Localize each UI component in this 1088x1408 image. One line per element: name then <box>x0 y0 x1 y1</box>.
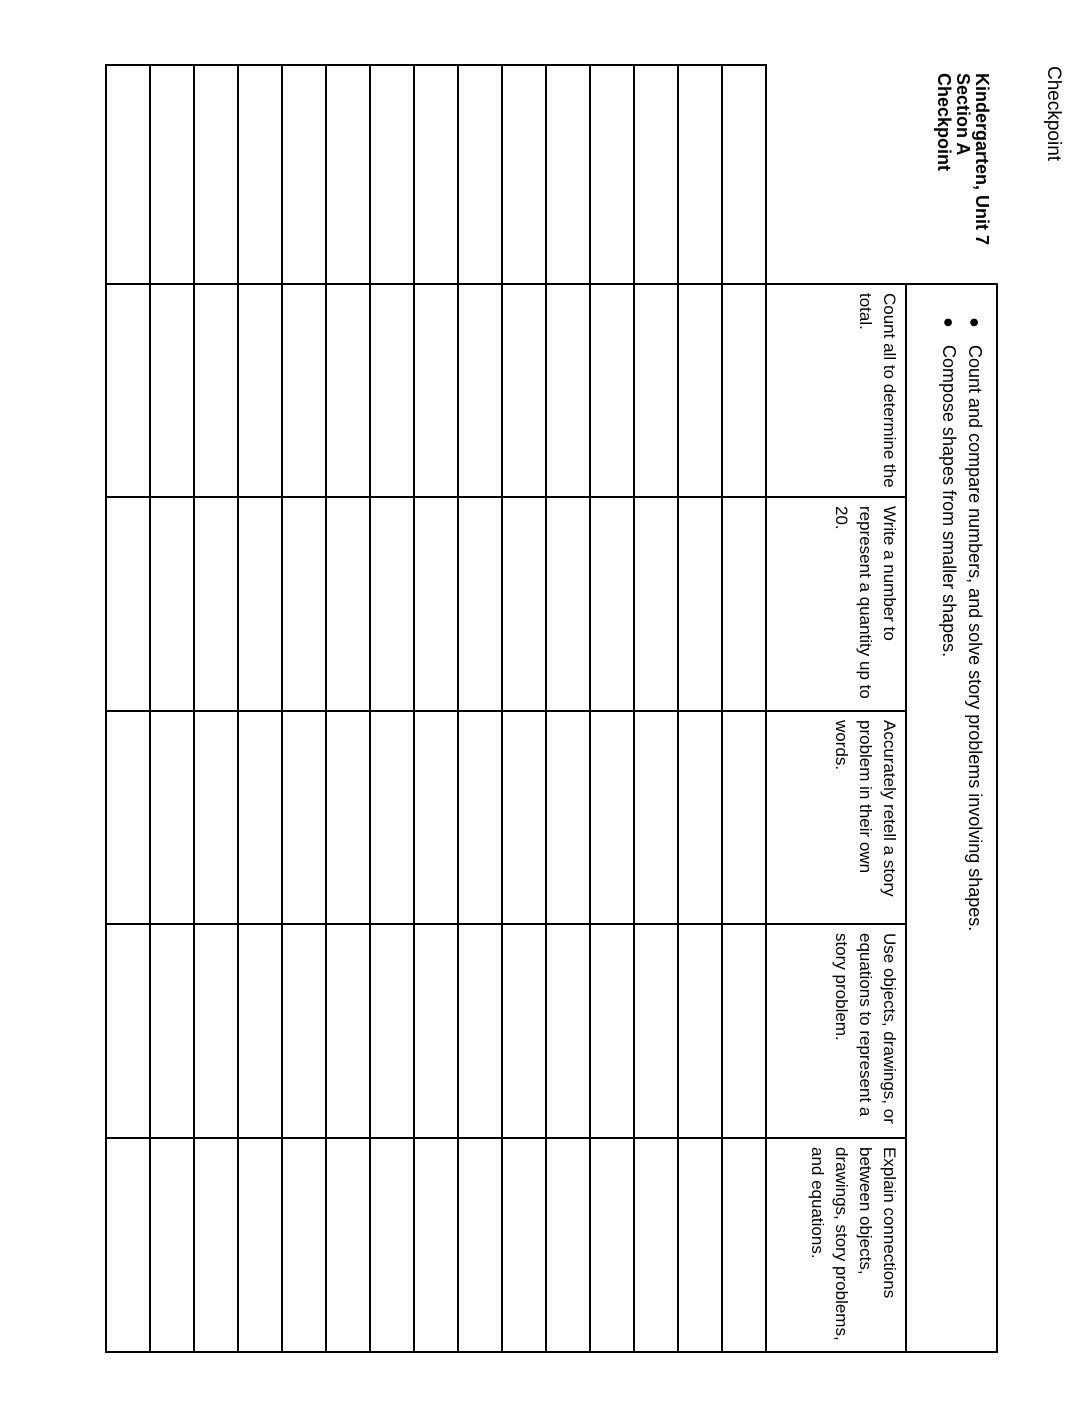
student-row <box>106 65 150 1352</box>
student-name-cell[interactable] <box>722 65 766 284</box>
observation-cell[interactable] <box>502 1138 546 1352</box>
observation-cell[interactable] <box>678 711 722 924</box>
observation-cell[interactable] <box>678 924 722 1138</box>
bullet-icon: ● <box>939 317 959 328</box>
observation-cell[interactable] <box>502 284 546 497</box>
student-row <box>590 65 634 1352</box>
observation-cell[interactable] <box>722 284 766 497</box>
goals-row <box>906 65 997 1352</box>
student-row <box>326 65 370 1352</box>
observation-cell[interactable] <box>722 924 766 1138</box>
goals-list <box>936 295 988 1341</box>
observation-cell[interactable] <box>634 711 678 924</box>
observation-cell[interactable] <box>414 711 458 924</box>
criterion-cell <box>766 284 906 497</box>
observation-cell[interactable] <box>414 284 458 497</box>
observation-cell[interactable] <box>370 711 414 924</box>
student-name-cell[interactable] <box>282 65 326 284</box>
observation-cell[interactable] <box>106 497 150 711</box>
criterion-text: Accurately retell a story problem in their own words. <box>832 720 899 897</box>
student-row <box>678 65 722 1352</box>
student-row <box>414 65 458 1352</box>
observation-cell[interactable] <box>282 284 326 497</box>
criterion-text: Explain connections between objects, drawings, story problems, and equations. <box>808 1147 899 1341</box>
observation-cell[interactable] <box>150 924 194 1138</box>
observation-cell[interactable] <box>326 1138 370 1352</box>
observation-cell[interactable] <box>194 924 238 1138</box>
student-row <box>238 65 282 1352</box>
observation-cell[interactable] <box>502 924 546 1138</box>
student-row <box>282 65 326 1352</box>
student-name-cell[interactable] <box>150 65 194 284</box>
observation-cell[interactable] <box>282 497 326 711</box>
student-name-cell[interactable] <box>194 65 238 284</box>
goal-item <box>936 317 962 1341</box>
observation-cell[interactable] <box>458 711 502 924</box>
observation-cell[interactable] <box>150 497 194 711</box>
observation-cell[interactable] <box>678 284 722 497</box>
observation-cell[interactable] <box>326 284 370 497</box>
observation-cell[interactable] <box>458 924 502 1138</box>
observation-cell[interactable] <box>326 711 370 924</box>
observation-cell[interactable] <box>282 1138 326 1352</box>
observation-cell[interactable] <box>282 711 326 924</box>
observation-cell[interactable] <box>546 1138 590 1352</box>
student-name-cell[interactable] <box>326 65 370 284</box>
observation-cell[interactable] <box>546 284 590 497</box>
observation-cell[interactable] <box>678 1138 722 1352</box>
student-name-cell[interactable] <box>106 65 150 284</box>
observation-cell[interactable] <box>722 711 766 924</box>
unit-title-line-2: Section A <box>953 73 973 156</box>
student-name-cell[interactable] <box>590 65 634 284</box>
student-name-cell[interactable] <box>458 65 502 284</box>
observation-cell[interactable] <box>194 711 238 924</box>
observation-cell[interactable] <box>414 1138 458 1352</box>
observation-cell[interactable] <box>722 497 766 711</box>
observation-cell[interactable] <box>326 497 370 711</box>
student-name-cell[interactable] <box>502 65 546 284</box>
learning-goals <box>906 284 997 1352</box>
observation-cell[interactable] <box>106 711 150 924</box>
observation-cell[interactable] <box>194 284 238 497</box>
criterion-cell <box>766 497 906 711</box>
observation-cell[interactable] <box>546 711 590 924</box>
observation-cell[interactable] <box>238 924 282 1138</box>
goal-text: Compose shapes from smaller shapes. <box>939 345 959 658</box>
unit-title-line-3: Checkpoint <box>934 73 954 172</box>
student-name-cell[interactable] <box>546 65 590 284</box>
observation-cell[interactable] <box>546 497 590 711</box>
criterion-cell <box>766 1138 906 1352</box>
observation-cell[interactable] <box>634 497 678 711</box>
goal-text: Count and compare numbers, and solve story problems involving shapes. <box>965 345 985 932</box>
bullet-icon: ● <box>965 317 985 328</box>
observation-cell[interactable] <box>634 284 678 497</box>
student-row <box>722 65 766 1352</box>
criterion-cell <box>766 711 906 924</box>
observation-cell[interactable] <box>238 284 282 497</box>
observation-cell[interactable] <box>546 924 590 1138</box>
observation-cell[interactable] <box>194 1138 238 1352</box>
student-row <box>150 65 194 1352</box>
student-name-cell[interactable] <box>414 65 458 284</box>
student-name-cell[interactable] <box>238 65 282 284</box>
observation-cell[interactable] <box>502 711 546 924</box>
observation-cell[interactable] <box>414 924 458 1138</box>
page-label: Checkpoint <box>1043 66 1064 162</box>
observation-cell[interactable] <box>634 1138 678 1352</box>
observation-cell[interactable] <box>590 497 634 711</box>
observation-cell[interactable] <box>678 497 722 711</box>
observation-cell[interactable] <box>238 711 282 924</box>
observation-cell[interactable] <box>106 924 150 1138</box>
observation-cell[interactable] <box>458 284 502 497</box>
observation-cell[interactable] <box>502 497 546 711</box>
observation-cell[interactable] <box>150 1138 194 1352</box>
criterion-cell <box>766 924 906 1138</box>
checkpoint-table <box>105 64 998 1353</box>
observation-cell[interactable] <box>326 924 370 1138</box>
student-row <box>194 65 238 1352</box>
observation-cell[interactable] <box>194 497 238 711</box>
observation-cell[interactable] <box>238 497 282 711</box>
unit-title <box>766 65 997 284</box>
criterion-text: Write a number to represent a quantity up to 20. <box>832 506 899 699</box>
student-row <box>502 65 546 1352</box>
observation-cell[interactable] <box>150 711 194 924</box>
student-row <box>458 65 502 1352</box>
student-name-cell[interactable] <box>634 65 678 284</box>
unit-title-line-1: Kindergarten, Unit 7 <box>972 73 992 246</box>
observation-cell[interactable] <box>590 284 634 497</box>
observation-cell[interactable] <box>238 1138 282 1352</box>
student-name-cell[interactable] <box>370 65 414 284</box>
observation-cell[interactable] <box>370 924 414 1138</box>
observation-cell[interactable] <box>590 924 634 1138</box>
criterion-text: Use objects, drawings, or equations to represent a story problem. <box>832 933 899 1124</box>
observation-cell[interactable] <box>282 924 326 1138</box>
observation-cell[interactable] <box>106 1138 150 1352</box>
criterion-text: Count all to determine the total. <box>856 293 899 488</box>
student-row <box>546 65 590 1352</box>
observation-cell[interactable] <box>590 711 634 924</box>
observation-cell[interactable] <box>634 924 678 1138</box>
observation-cell[interactable] <box>106 284 150 497</box>
observation-cell[interactable] <box>590 1138 634 1352</box>
observation-cell[interactable] <box>414 497 458 711</box>
observation-cell[interactable] <box>370 1138 414 1352</box>
observation-cell[interactable] <box>722 1138 766 1352</box>
observation-cell[interactable] <box>370 284 414 497</box>
student-row <box>634 65 678 1352</box>
observation-cell[interactable] <box>458 497 502 711</box>
goal-item <box>962 317 988 1341</box>
student-name-cell[interactable] <box>678 65 722 284</box>
observation-cell[interactable] <box>458 1138 502 1352</box>
observation-cell[interactable] <box>370 497 414 711</box>
observation-cell[interactable] <box>150 284 194 497</box>
student-row <box>370 65 414 1352</box>
